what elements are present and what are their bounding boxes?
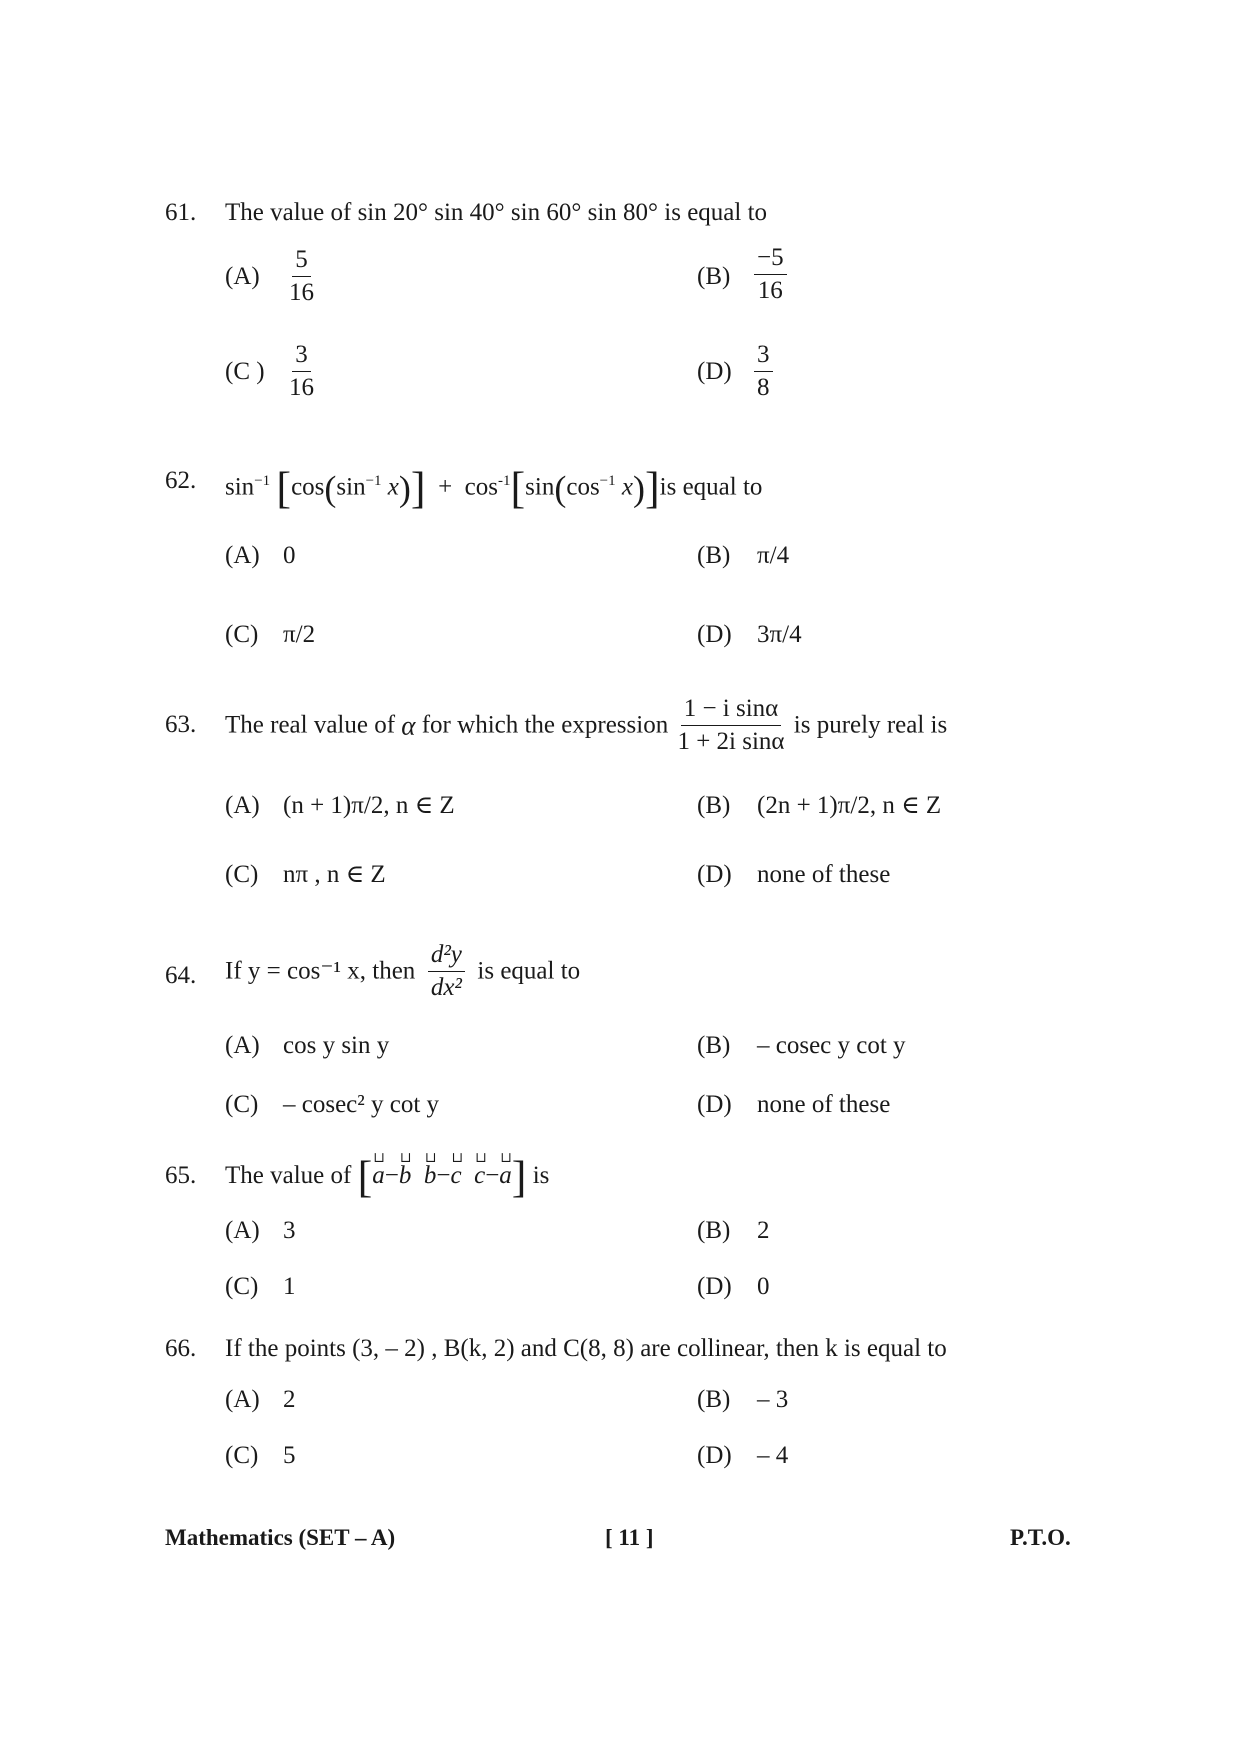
question-64-text-a: If y = cos⁻¹ x, then (225, 957, 416, 985)
question-63-alpha: α (401, 710, 416, 741)
q61-b-numerator: −5 (754, 243, 787, 275)
q63-option-d-value: none of these (757, 861, 891, 888)
q61-option-a-label: (A) (225, 263, 260, 290)
q64-option-b-label: (B) (697, 1032, 731, 1059)
q62-option-d-label: (D) (697, 621, 732, 648)
q64-option-d-value: none of these (757, 1091, 891, 1118)
q64-option-b-value: – cosec y cot y (757, 1032, 906, 1059)
q66-option-b-value: – 3 (757, 1386, 789, 1413)
q63-option-c-value: nπ , n ∈ Z (283, 861, 386, 888)
q61-a-numerator: 5 (292, 245, 311, 277)
q62-option-d-value: 3π/4 (757, 621, 802, 648)
q61-c-denominator: 16 (289, 374, 314, 401)
question-63-numerator: 1 − i sinα (681, 694, 782, 726)
q61-option-c-label: (C ) (225, 358, 265, 385)
q61-option-b-label: (B) (697, 263, 731, 290)
q65-option-c-label: (C) (225, 1273, 259, 1300)
q65-option-d-value: 0 (757, 1273, 770, 1300)
question-63-suffix: is purely real is (793, 711, 948, 739)
q66-option-a-value: 2 (283, 1386, 296, 1413)
footer-page-number: [ 11 ] (605, 1525, 654, 1550)
q65-option-a-value: 3 (283, 1217, 296, 1244)
q63-option-a-label: (A) (225, 792, 260, 819)
question-66-number: 66. (165, 1335, 197, 1362)
q61-option-a-value (286, 245, 317, 308)
question-62-number: 62. (165, 467, 197, 494)
q65-option-d-label: (D) (697, 1273, 732, 1300)
question-64-numerator: d²y (428, 940, 465, 972)
q64-option-c-value: – cosec² y cot y (283, 1091, 440, 1118)
question-62-expression: $\sin^{-1} [\cos(\sin^{-1}$ $x)] + \cos^{-1}[\sin(\cos^{-1}$ x)]is equal to (225, 463, 763, 513)
q62-option-c-label: (C) (225, 621, 259, 648)
q66-option-b-label: (B) (697, 1386, 731, 1413)
q61-option-d-label: (D) (697, 358, 732, 385)
q66-option-d-value: – 4 (757, 1442, 789, 1469)
q62-option-c-value: π/2 (283, 621, 316, 648)
q64-option-a-value: cos y sin y (283, 1032, 390, 1059)
question-64-denominator: dx² (430, 974, 462, 1001)
question-64-suffix: is equal to (477, 957, 581, 985)
question-66-text: If the points (3, – 2) , B(k, 2) and C(8, 8) are collinear, then k is equal to (225, 1335, 947, 1362)
q61-option-c-value (286, 340, 317, 403)
q65-option-b-value: 2 (757, 1217, 770, 1244)
q63-option-b-value: (2n + 1)π/2, n ∈ Z (757, 792, 942, 819)
question-65-expression: [⊔ a−⊔ b ⊔ b−⊔ c ⊔ c−⊔ a] (358, 1162, 527, 1189)
q65-option-b-label: (B) (697, 1217, 731, 1244)
question-63-denominator: 1 + 2i sinα (677, 728, 785, 755)
q61-option-b-value (754, 243, 787, 306)
q66-option-a-label: (A) (225, 1386, 260, 1413)
q61-b-denominator: 16 (757, 277, 783, 304)
question-65-number: 65. (165, 1162, 197, 1189)
question-63-text-a: The real value of (225, 711, 396, 739)
q63-option-c-label: (C) (225, 861, 259, 888)
q63-option-d-label: (D) (697, 861, 732, 888)
q61-c-numerator: 3 (292, 340, 311, 372)
q62-option-a-value: 0 (283, 542, 296, 569)
question-61-text: The value of sin 20° sin 40° sin 60° sin 80° is equal to (225, 199, 768, 226)
q64-option-d-label: (D) (697, 1091, 732, 1118)
q64-option-c-label: (C) (225, 1091, 259, 1118)
q64-option-a-label: (A) (225, 1032, 260, 1059)
question-65-text (225, 1152, 550, 1202)
question-63-text-b: for which the expression (421, 711, 669, 739)
q61-a-denominator: 16 (289, 279, 314, 306)
q65-option-c-value: 1 (283, 1273, 296, 1300)
q66-option-c-value: 5 (283, 1442, 296, 1469)
question-64-number: 64. (165, 962, 197, 989)
q66-option-c-label: (C) (225, 1442, 259, 1469)
question-65-text-a: The value of (225, 1162, 352, 1189)
q61-d-numerator: 3 (754, 340, 773, 372)
question-64-text (225, 940, 580, 1003)
q63-option-a-value: (n + 1)π/2, n ∈ Z (283, 792, 455, 819)
footer-pto: P.T.O. (1010, 1525, 1071, 1550)
question-63-number: 63. (165, 711, 197, 738)
q61-option-d-value (754, 340, 773, 403)
question-65-suffix: is (532, 1162, 550, 1189)
q62-option-b-value: π/4 (757, 542, 790, 569)
question-62-suffix: is equal to (659, 473, 763, 501)
q63-option-b-label: (B) (697, 792, 731, 819)
q66-option-d-label: (D) (697, 1442, 732, 1469)
q62-option-b-label: (B) (697, 542, 731, 569)
q61-d-denominator: 8 (757, 374, 770, 401)
footer-subject: Mathematics (SET – A) (165, 1525, 396, 1550)
question-61-number: 61. (165, 199, 197, 226)
q62-option-a-label: (A) (225, 542, 260, 569)
question-63-text (225, 694, 947, 757)
q65-option-a-label: (A) (225, 1217, 260, 1244)
